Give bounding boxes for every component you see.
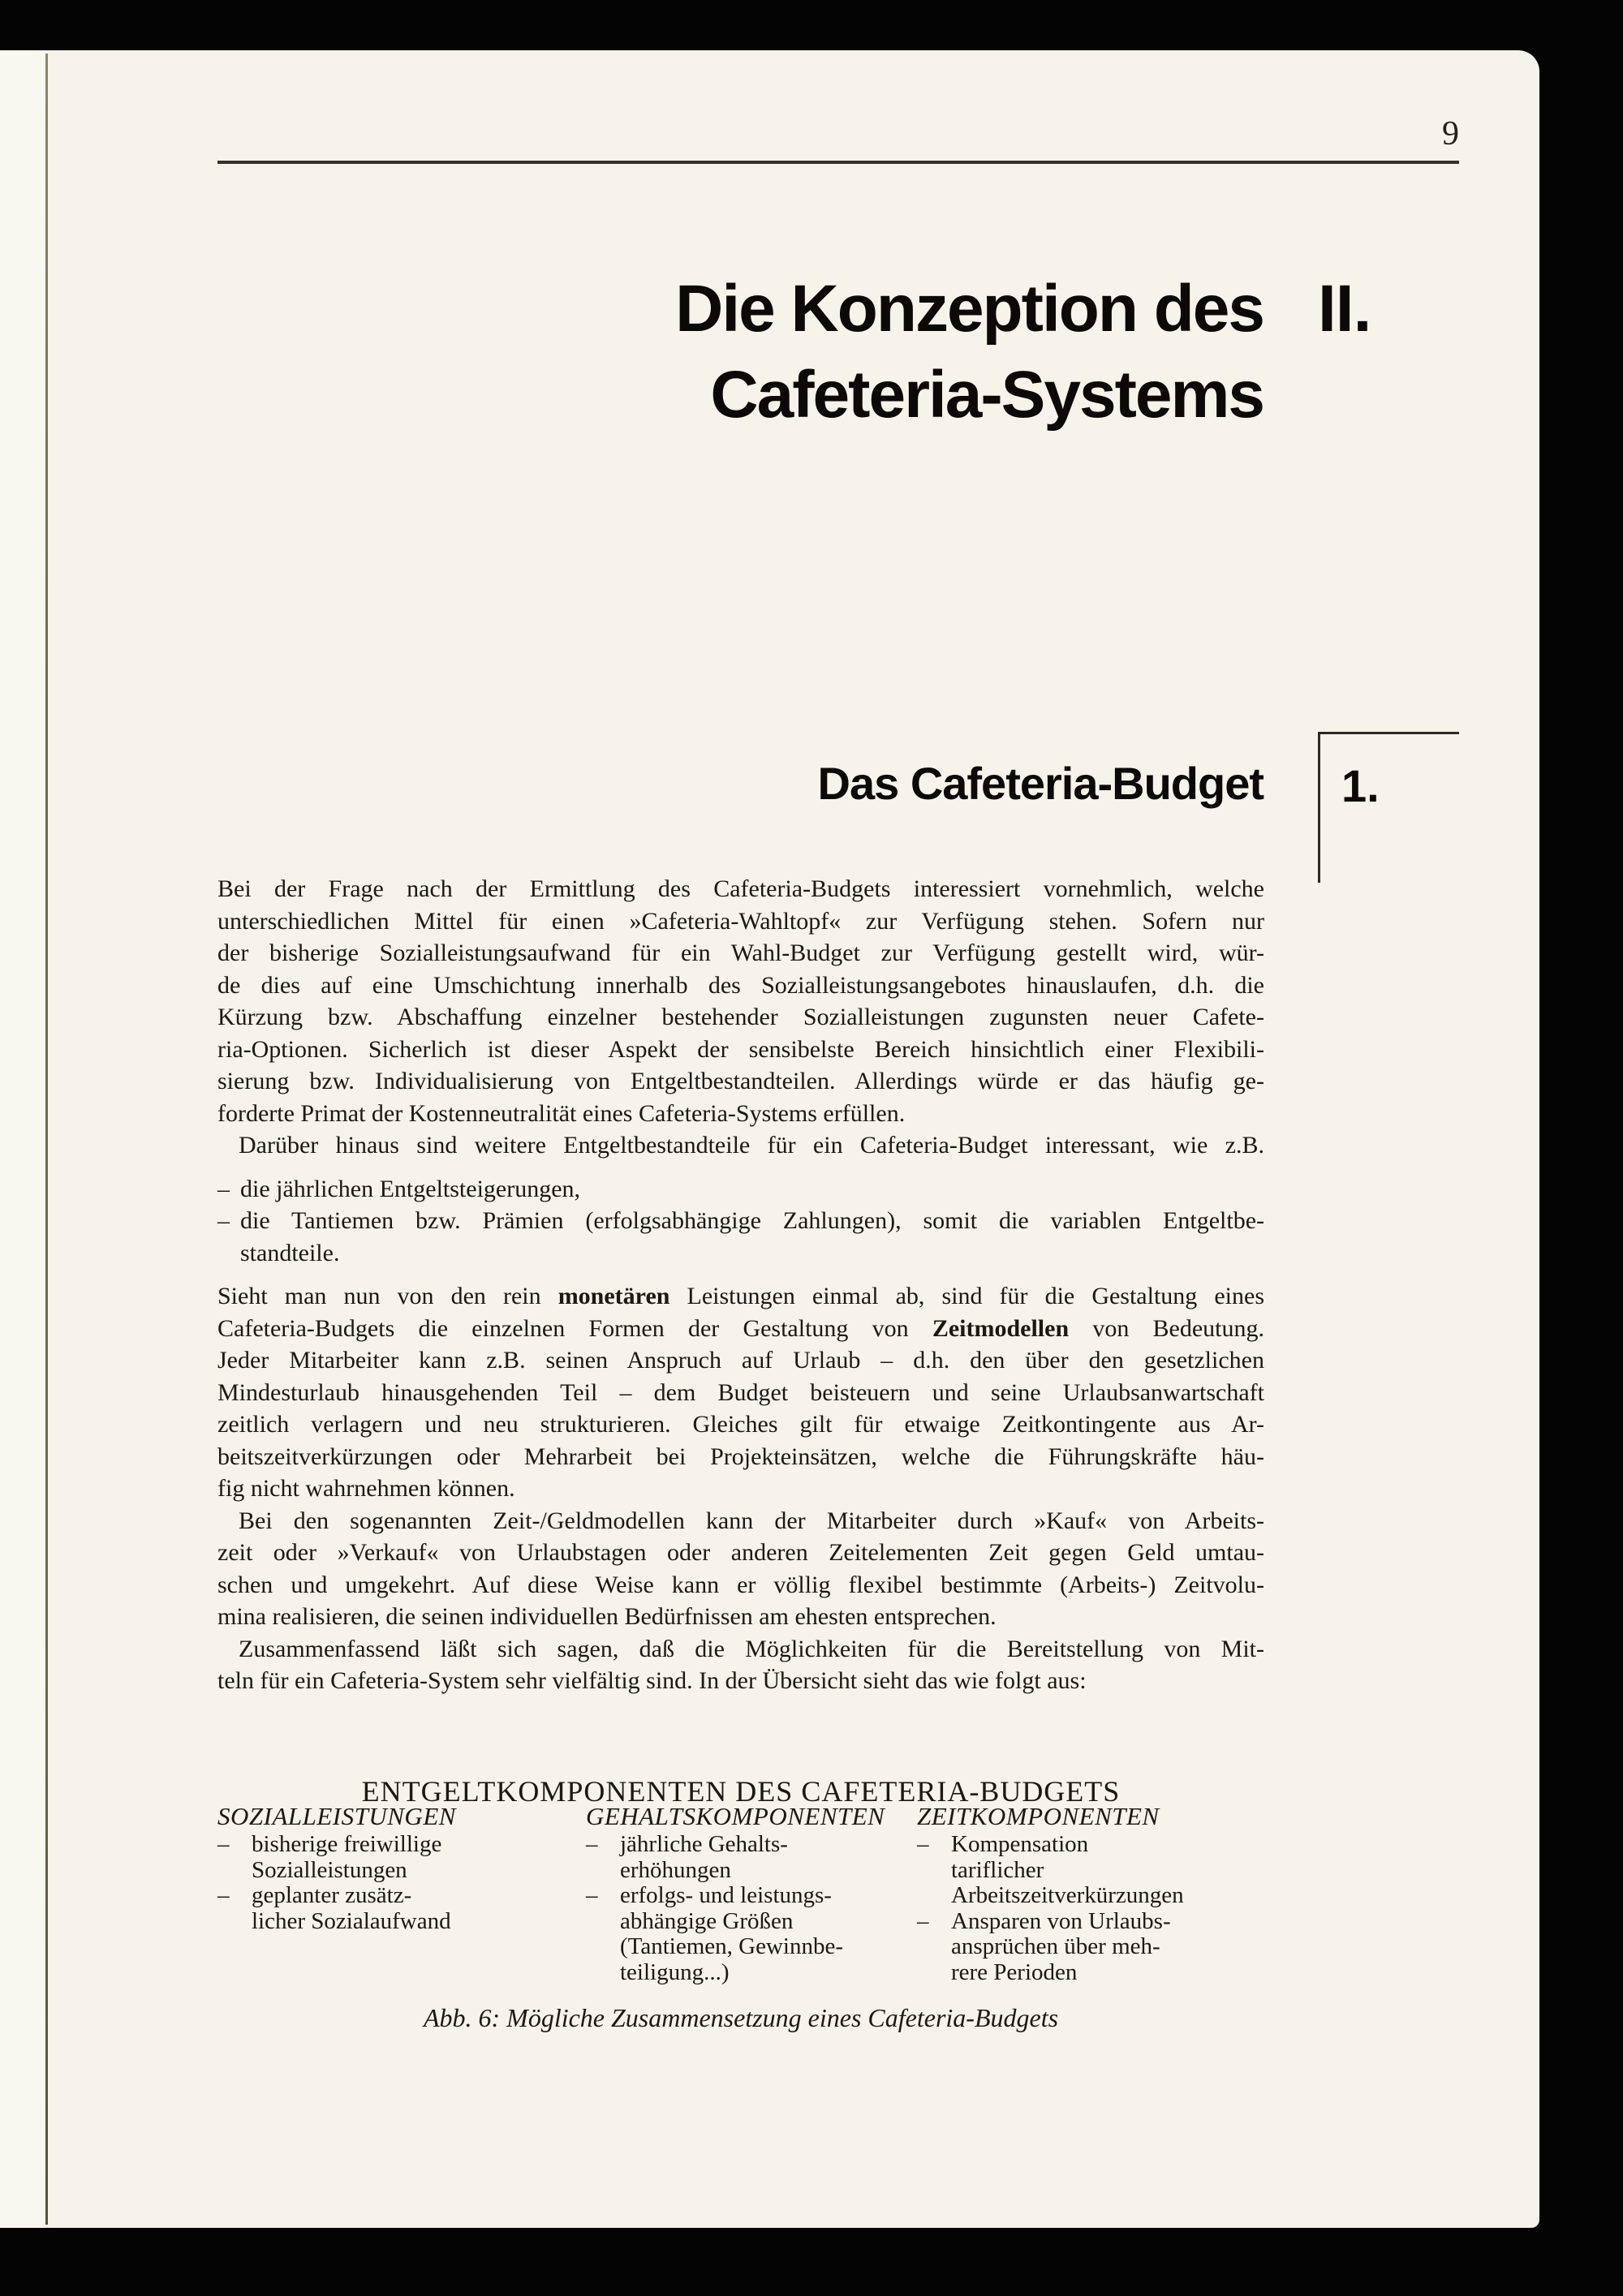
text-segment: Sieht man nun von den rein xyxy=(217,1283,558,1309)
text-line: die Tantiemen bzw. Prämien (erfolgsabhängige Zahlungen), somit die variablen Entgeltbe- xyxy=(240,1207,1264,1234)
text-line: Zusammenfassend läßt sich sagen, daß die Möglichkeiten für die Bereitstellung von Mit- xyxy=(239,1635,1264,1662)
chapter-number: II. xyxy=(1318,272,1371,346)
text-line: zeitlich verlagern und neu strukturieren. Gleiches gilt für etwaige Zeitkontingente aus Ar- xyxy=(217,1411,1264,1438)
emphasized-text: Zeitmodellen xyxy=(932,1314,1070,1342)
text-line: Ansparen von Urlaubs- xyxy=(951,1907,1171,1934)
body-text xyxy=(217,873,1264,1697)
text-line: teiligung...) xyxy=(620,1958,730,1985)
chapter-title-line1: Die Konzeption des xyxy=(675,272,1264,346)
text-line: beitszeitverkürzungen oder Mehrarbeit bei Projekteinsätzen, welche die Führungskräfte häu- xyxy=(217,1443,1264,1470)
text-line: schen und umgekehrt. Auf diese Weise kann er völlig flexibel bestimmte (Arbeits-) Zeitvolu- xyxy=(217,1571,1264,1598)
dash-bullet-icon: – xyxy=(586,1882,598,1908)
figure-heading: ENTGELTKOMPONENTEN DES CAFETERIA-BUDGETS xyxy=(361,1775,1121,1808)
page-number: 9 xyxy=(1442,115,1459,153)
text-line: rere Perioden xyxy=(951,1958,1078,1985)
text-line: Jeder Mitarbeiter kann z.B. seinen Anspruch auf Urlaub – d.h. den über den gesetzlichen xyxy=(217,1347,1264,1374)
emphasized-text: monetären xyxy=(558,1283,670,1309)
text-line: ansprüchen über meh- xyxy=(951,1933,1160,1959)
figure-item xyxy=(217,1832,575,1883)
figure-item xyxy=(586,1883,911,1985)
dash-bullet-icon: – xyxy=(917,1831,929,1857)
text-line: zeit oder »Verkauf« von Urlaubstagen oder anderen Zeitelementen Zeit gegen Geld umtau- xyxy=(217,1539,1264,1566)
figure-column-sozialleistungen xyxy=(217,1803,575,1934)
figure-item xyxy=(586,1832,911,1883)
text-line: geplanter zusätz- xyxy=(252,1882,412,1908)
body-paragraph xyxy=(217,1129,1264,1162)
dash-bullet-icon: – xyxy=(217,1882,230,1908)
text-segment: Leistungen einmal ab, sind für die Gestaltung eines xyxy=(669,1283,1264,1309)
text-line: ria-Optionen. Sicherlich ist dieser Aspekt der sensibelste Bereich hinsichtlich einer Flexibili- xyxy=(217,1035,1264,1063)
figure-item xyxy=(217,1883,575,1934)
text-line: der bisherige Sozialleistungsaufwand für ein Wahl-Budget zur Verfügung gestellt wird, wür- xyxy=(217,939,1264,966)
text-line: Darüber hinaus sind weitere Entgeltbestandteile für ein Cafeteria-Budget interessant, wie z.B. xyxy=(239,1132,1264,1159)
text-line: Arbeitszeitverkürzungen xyxy=(951,1882,1184,1908)
figure-caption: Abb. 6: Mögliche Zusammensetzung eines Cafeteria-Budgets xyxy=(423,2003,1059,2032)
spine-line xyxy=(45,54,48,2225)
figure-column-header: GEHALTSKOMPONENTEN xyxy=(586,1802,885,1830)
text-line: tariflicher xyxy=(951,1856,1044,1883)
chapter-title xyxy=(162,266,1264,438)
text-line: de dies auf eine Umschichtung innerhalb des Sozialleistungsangebotes hinauslaufen, d.h. die xyxy=(217,971,1264,999)
text-line: Bei den sogenannten Zeit-/Geldmodellen kann der Mitarbeiter durch »Kauf« von Arbeits- xyxy=(239,1507,1264,1534)
text-line: unterschiedlichen Mittel für einen »Cafeteria-Wahltopf« zur Verfügung stehen. Sofern nur xyxy=(217,907,1264,935)
text-line xyxy=(217,1313,1264,1345)
section-number-box xyxy=(1318,732,1459,883)
body-paragraph xyxy=(217,873,1264,1129)
text-line: forderte Primat der Kostenneutralität eines Cafeteria-Systems erfüllen. xyxy=(217,1099,906,1127)
chapter-title-line2: Cafeteria-Systems xyxy=(710,358,1264,432)
text-line: jährliche Gehalts- xyxy=(620,1831,788,1857)
text-segment: Cafeteria-Budgets die einzelnen Formen der Gestaltung von xyxy=(217,1314,932,1342)
text-line: abhängige Größen xyxy=(620,1907,794,1934)
figure-item xyxy=(917,1832,1274,1909)
text-line: Sozialleistungen xyxy=(252,1856,407,1883)
text-line: Bei der Frage nach der Ermittlung des Cafeteria-Budgets interessiert vornehmlich, welche xyxy=(217,875,1264,902)
text-line: mina realisieren, die seinen individuellen Bedürfnissen am ehesten entsprechen. xyxy=(217,1603,997,1630)
text-line: Kompensation xyxy=(951,1831,1089,1857)
body-paragraph xyxy=(217,1633,1264,1697)
page-gutter xyxy=(0,50,45,2228)
text-line: licher Sozialaufwand xyxy=(252,1907,451,1934)
text-line: teln für ein Cafeteria-System sehr vielfältig sind. In der Übersicht sieht das wie folgt aus: xyxy=(217,1667,1087,1694)
text-line: erfolgs- und leistungs- xyxy=(620,1882,832,1908)
text-line: Kürzung bzw. Abschaffung einzelner bestehender Sozialleistungen zugunsten neuer Cafete- xyxy=(217,1004,1264,1030)
dash-bullet-icon: – xyxy=(586,1831,598,1857)
text-line xyxy=(217,1280,1264,1313)
dash-bullet-icon: – xyxy=(217,1207,230,1234)
dash-bullet-icon: – xyxy=(917,1907,929,1934)
figure-column-gehaltskomponenten xyxy=(586,1803,911,1985)
text-line: sierung bzw. Individualisierung von Entgeltbestandteilen. Allerdings würde er das häufig ge- xyxy=(217,1068,1264,1094)
text-line: bisherige freiwillige xyxy=(252,1831,442,1857)
text-line: erhöhungen xyxy=(620,1856,731,1883)
body-paragraph xyxy=(217,1280,1264,1505)
dash-bullet-icon: – xyxy=(217,1831,230,1857)
text-segment: von Bedeutung. xyxy=(1069,1314,1264,1342)
figure-column-header: ZEITKOMPONENTEN xyxy=(917,1802,1160,1830)
text-line: fig nicht wahrnehmen können. xyxy=(217,1475,515,1502)
list-item xyxy=(217,1173,1264,1206)
body-paragraph xyxy=(217,1505,1264,1633)
header-rule xyxy=(217,161,1459,164)
dash-bullet-icon: – xyxy=(217,1175,230,1202)
figure-column-zeitkomponenten xyxy=(917,1803,1274,1985)
text-line: die jährlichen Entgeltsteigerungen, xyxy=(240,1175,581,1202)
section-title: Das Cafeteria-Budget xyxy=(817,758,1264,809)
figure-item xyxy=(917,1909,1274,1986)
section-number: 1. xyxy=(1341,760,1380,811)
list-item xyxy=(217,1205,1264,1269)
book-page xyxy=(0,50,1539,2228)
text-line: (Tantiemen, Gewinnbe- xyxy=(620,1933,843,1959)
text-line: standteile. xyxy=(240,1239,340,1266)
text-line: Mindesturlaub hinausgehenden Teil – dem Budget beisteuern und seine Urlaubsanwartschaft xyxy=(217,1378,1264,1406)
body-list xyxy=(217,1173,1264,1270)
figure-column-header: SOZIALLEISTUNGEN xyxy=(217,1802,456,1830)
